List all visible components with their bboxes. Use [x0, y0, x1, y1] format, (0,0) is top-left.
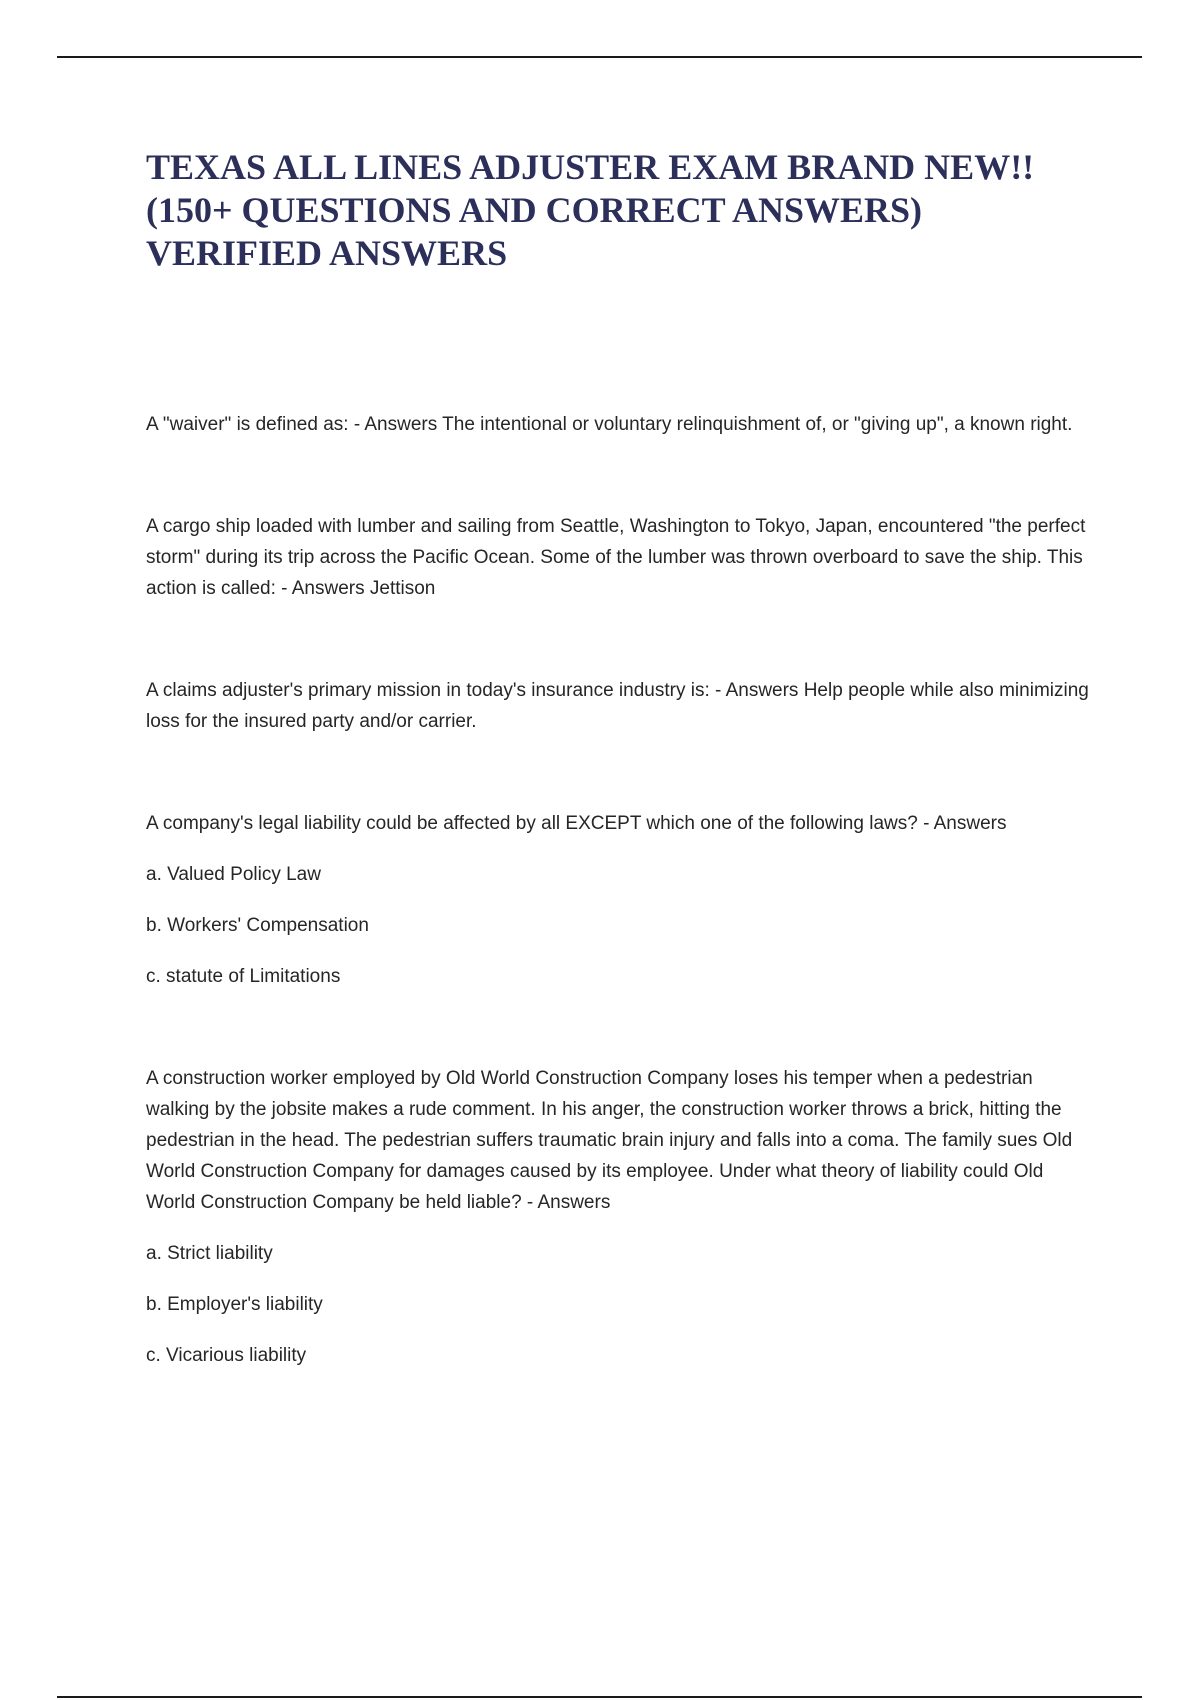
title-line-2: (150+ QUESTIONS AND CORRECT ANSWERS) — [146, 190, 923, 230]
qa-item-waiver — [146, 409, 1096, 440]
qa-list — [146, 409, 1096, 1442]
option-b: b. Employer's liability — [146, 1294, 323, 1315]
option-b: b. Workers' Compensation — [146, 915, 369, 936]
qa-item-legal-liability — [146, 808, 1096, 992]
option-c: c. statute of Limitations — [146, 966, 341, 987]
option-a: a. Strict liability — [146, 1243, 273, 1264]
title-line-3: VERIFIED ANSWERS — [146, 233, 508, 273]
top-divider — [57, 56, 1142, 58]
bottom-divider — [57, 1696, 1142, 1698]
option-list — [146, 1238, 1096, 1371]
document-title — [146, 146, 1136, 275]
qa-text: A cargo ship loaded with lumber and sailing from Seattle, Washington to Tokyo, Japan, encountered "the perfect storm" during its trip across the Pacific Ocean. Some of the lumber was thrown overboard to save the ship. This action is called: - Answers Jettison — [146, 516, 1086, 599]
qa-item-jettison — [146, 511, 1096, 604]
option-c: c. Vicarious liability — [146, 1345, 307, 1366]
option-list — [146, 859, 1096, 992]
qa-text: A "waiver" is defined as: - Answers The intentional or voluntary relinquishment of, or "giving up", a known right. — [146, 414, 1073, 435]
qa-text: A claims adjuster's primary mission in today's insurance industry is: - Answers Help people while also minimizing loss for the insured party and/or carrier. — [146, 680, 1089, 732]
qa-text: A company's legal liability could be affected by all EXCEPT which one of the following laws? - Answers — [146, 813, 1007, 834]
qa-text: A construction worker employed by Old World Construction Company loses his temper when a pedestrian walking by the jobsite makes a rude comment. In his anger, the construction worker throws a brick, hitting the pedestrian in the head. The pedestrian suffers traumatic brain injury and falls into a coma. The family sues Old World Construction Company for damages caused by its employee. Under what theory of liability could Old World Construction Company be held liable? - Answers — [146, 1068, 1073, 1213]
title-line-1: TEXAS ALL LINES ADJUSTER EXAM BRAND NEW!! — [146, 147, 1035, 187]
qa-item-vicarious-liability — [146, 1063, 1096, 1371]
option-a: a. Valued Policy Law — [146, 864, 321, 885]
qa-item-adjuster-mission — [146, 675, 1096, 737]
